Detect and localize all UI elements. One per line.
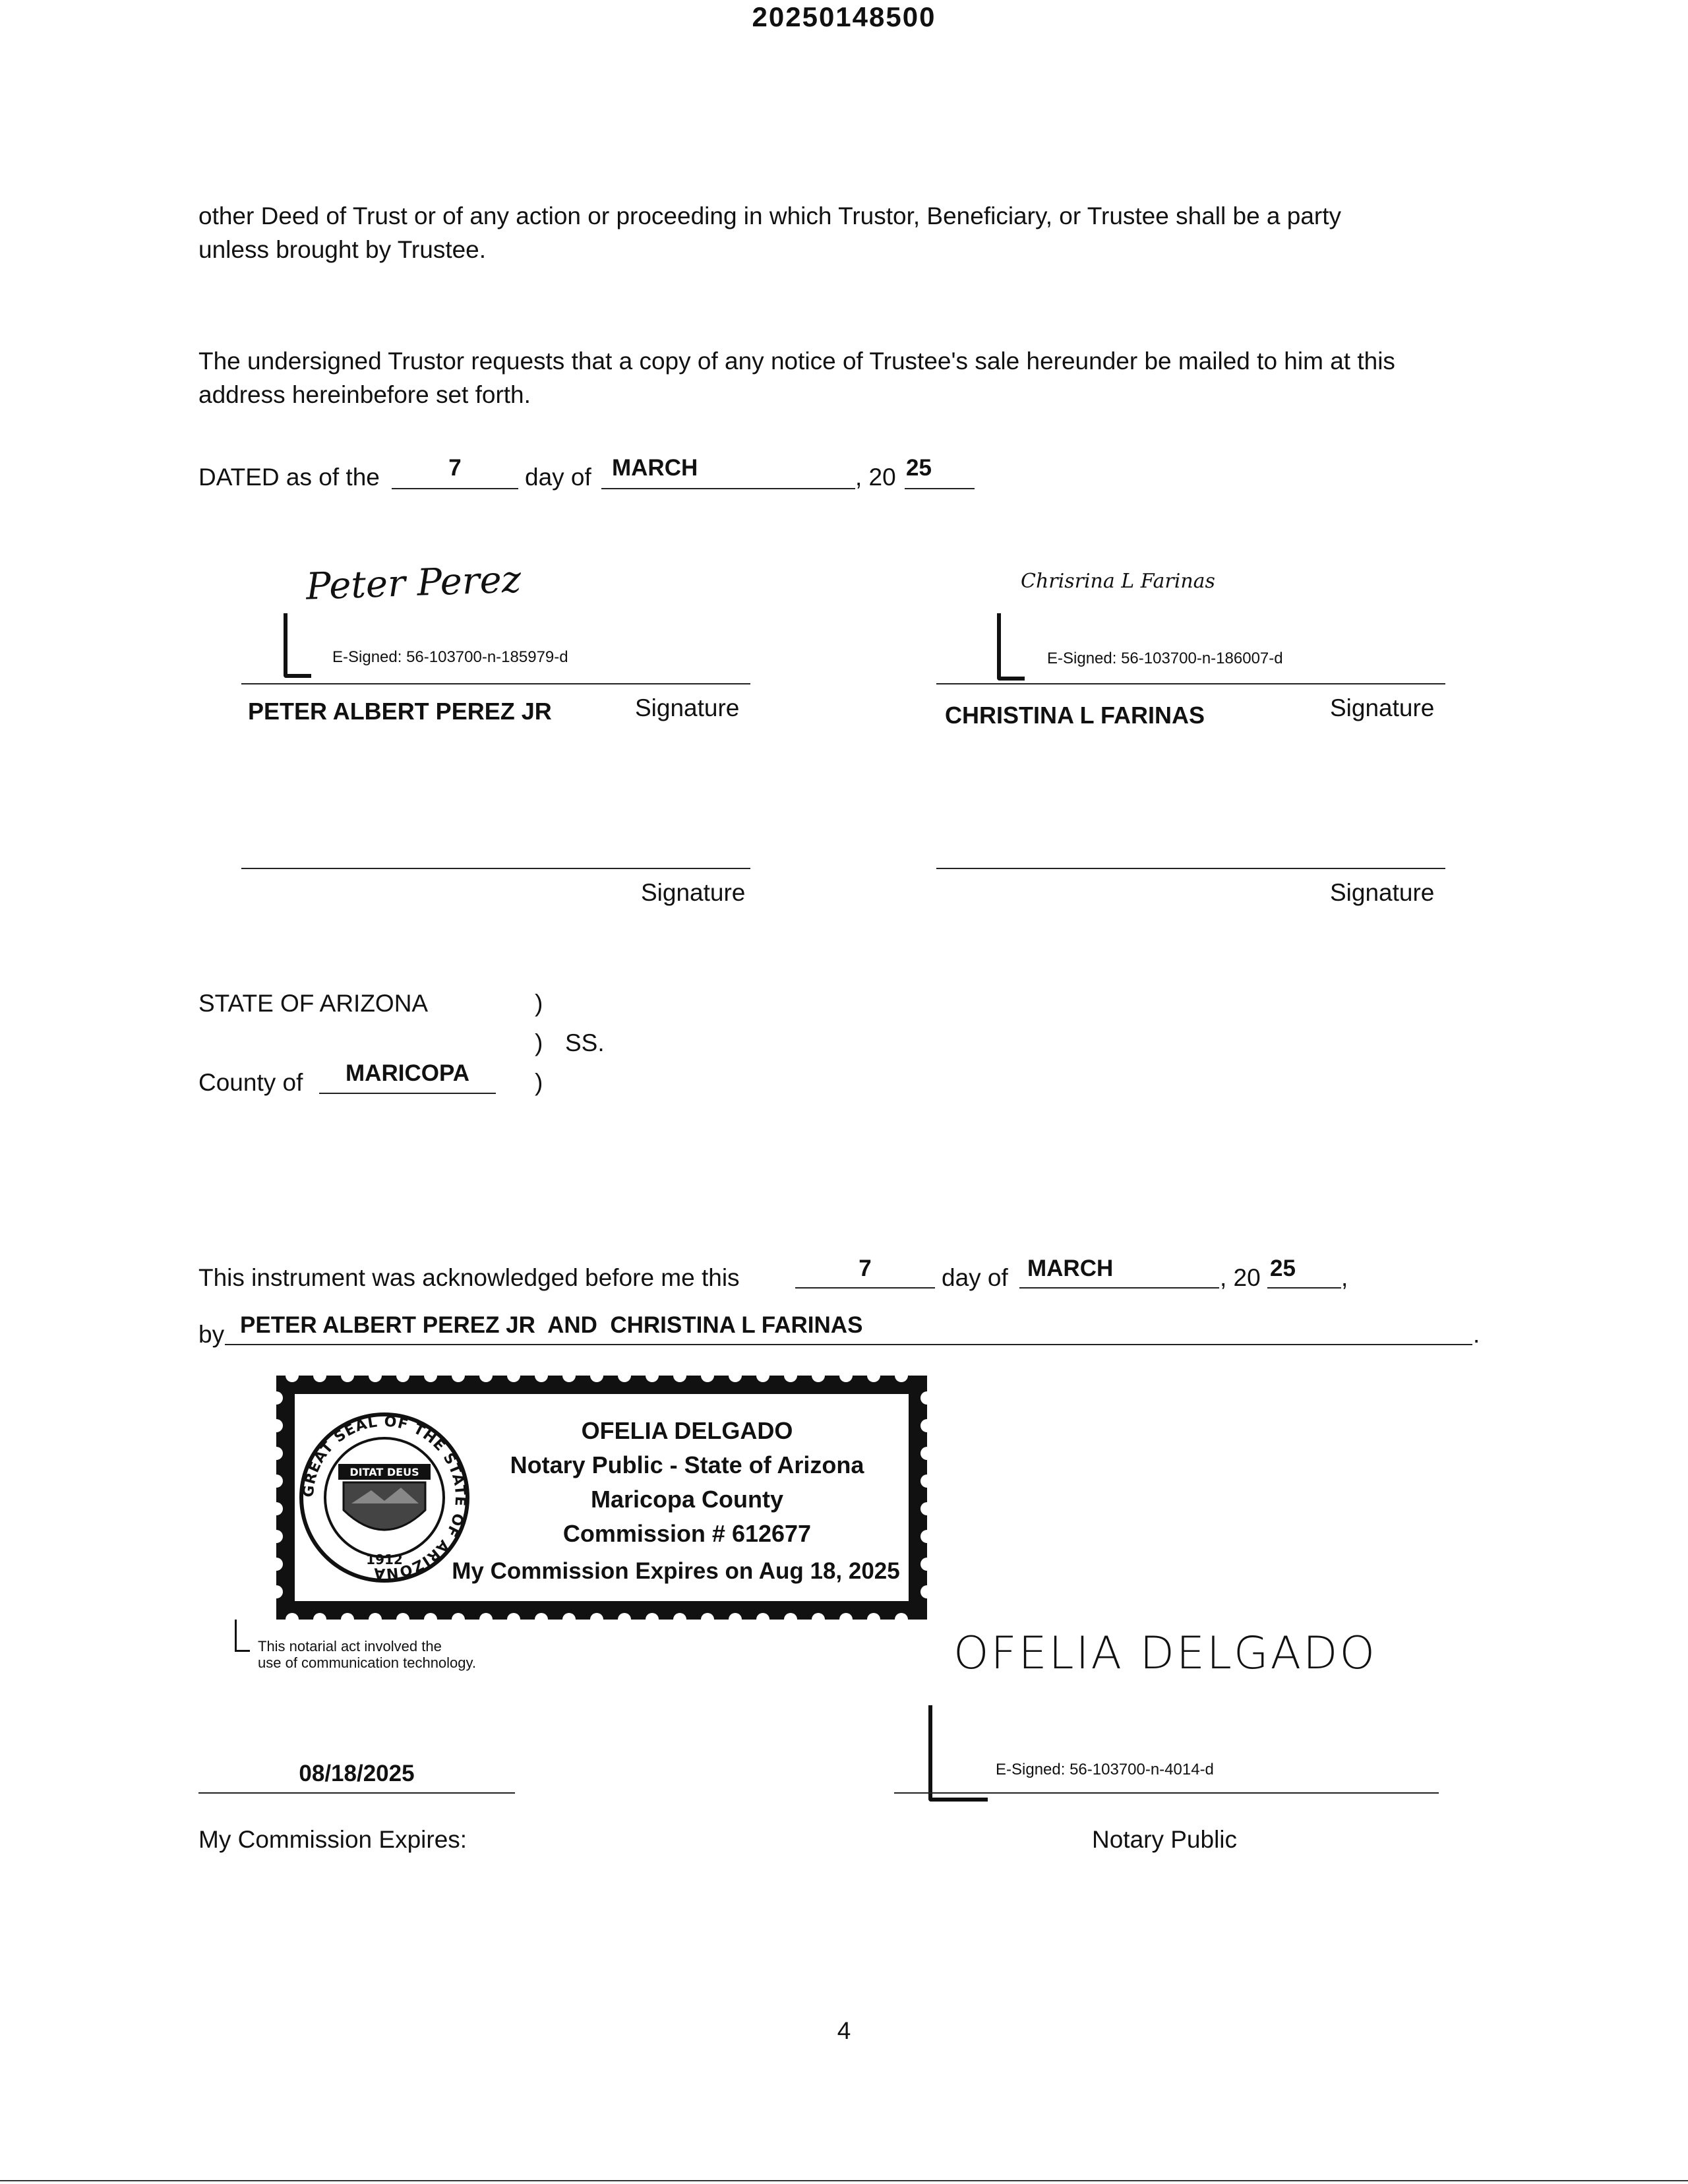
stamp-commission: Commission # 612677 <box>562 1520 812 1547</box>
document-number: 20250148500 <box>752 1 936 32</box>
venue-county-line <box>319 1093 496 1094</box>
stamp-county: Maricopa County <box>590 1486 784 1513</box>
commission-expires-date: 08/18/2025 <box>299 1761 415 1786</box>
signature-line-blank-left <box>241 868 750 869</box>
paragraph-line: address hereinbefore set forth. <box>198 381 531 408</box>
ack-prefix: This instrument was acknowledged before me this <box>198 1264 740 1291</box>
signature-label-blank-left: Signature <box>641 879 746 906</box>
ack-month: MARCH <box>1027 1256 1114 1281</box>
paragraph-trustor-request <box>198 344 1517 411</box>
signature-label-right: Signature <box>1330 694 1435 721</box>
ack-year-line <box>1267 1287 1341 1289</box>
ack-by-line <box>225 1344 1472 1345</box>
notary-signature-line <box>894 1792 1439 1794</box>
commission-expires-line <box>198 1792 515 1794</box>
notary-stamp <box>272 1372 931 1623</box>
arizona-seal <box>301 1414 469 1582</box>
signature-peter-perez: Peter Perez <box>305 558 522 609</box>
paragraph-line: The undersigned Trustor requests that a copy of any notice of Trustee's sale hereunder be mailed to him at this <box>198 348 1395 375</box>
stamp-notary-title: Notary Public - State of Arizona <box>510 1451 864 1478</box>
dated-day-of: day of <box>525 464 591 491</box>
paragraph-deed-of-trust <box>198 199 1517 266</box>
ack-day-of: day of <box>942 1264 1008 1291</box>
venue-paren-3: ) <box>535 1069 543 1096</box>
venue-ss: SS. <box>565 1029 605 1056</box>
venue-county-prefix: County of <box>198 1069 303 1096</box>
seal-year: 1912 <box>366 1552 403 1567</box>
ack-comma: , <box>1341 1264 1348 1291</box>
ack-year-prefix: , 20 <box>1220 1264 1261 1291</box>
notary-note-line: use of communication technology. <box>258 1654 476 1671</box>
dated-month: MARCH <box>612 455 698 481</box>
dated-prefix: DATED as of the <box>198 464 380 491</box>
dated-day-line <box>392 488 518 489</box>
signer-name-right: CHRISTINA L FARINAS <box>945 702 1205 729</box>
dated-month-line <box>601 488 855 489</box>
signature-line-right <box>936 683 1445 684</box>
ack-year: 25 <box>1270 1256 1296 1281</box>
signature-line-blank-right <box>936 868 1445 869</box>
venue-paren-2: ) <box>535 1029 543 1056</box>
paragraph-line: unless brought by Trustee. <box>198 236 487 263</box>
signer-name-left: PETER ALBERT PEREZ JR <box>248 698 552 725</box>
esign-id-right: E-Signed: 56-103700-n-186007-d <box>1047 650 1283 667</box>
signature-christina-farinas: Chrisrina L Farinas <box>1021 570 1215 593</box>
notary-note <box>258 1638 476 1671</box>
venue-state: STATE OF ARIZONA <box>198 990 429 1017</box>
venue-county: MARICOPA <box>346 1060 469 1086</box>
ack-by-names: PETER ALBERT PEREZ JR AND CHRISTINA L FARINAS <box>240 1312 863 1338</box>
stamp-notary-name: OFELIA DELGADO <box>581 1417 793 1444</box>
page-bottom-rule <box>0 2180 1688 2181</box>
seal-ring-text: GREAT SEAL OF THE STATE OF ARIZONA <box>300 1413 469 1582</box>
stamp-expiration: My Commission Expires on Aug 18, 2025 <box>452 1558 900 1584</box>
dated-day: 7 <box>448 455 462 481</box>
ack-month-line <box>1019 1287 1219 1289</box>
signature-ofelia-delgado: OFELIA DELGADO <box>953 1627 1377 1680</box>
esign-bracket-right <box>997 613 1025 681</box>
notary-note-bracket <box>235 1620 250 1652</box>
signature-label-left: Signature <box>635 694 740 721</box>
ack-day-line <box>795 1287 935 1289</box>
dated-year: 25 <box>906 455 932 481</box>
signature-label-blank-right: Signature <box>1330 879 1435 906</box>
notary-public-label: Notary Public <box>1092 1826 1238 1853</box>
commission-expires-label: My Commission Expires: <box>198 1826 467 1853</box>
dated-year-prefix: , 20 <box>855 464 896 491</box>
signature-line-left <box>241 683 750 684</box>
esign-bracket-left <box>284 613 311 678</box>
esign-id-left: E-Signed: 56-103700-n-185979-d <box>332 648 568 666</box>
venue-paren-1: ) <box>535 990 543 1017</box>
seal-motto: DITAT DEUS <box>349 1466 419 1478</box>
ack-by-label: by <box>198 1321 225 1348</box>
esign-bracket-notary <box>928 1705 988 1802</box>
dated-year-line <box>905 488 975 489</box>
esign-id-notary: E-Signed: 56-103700-n-4014-d <box>996 1761 1214 1778</box>
ack-period: . <box>1473 1321 1480 1348</box>
notary-note-line: This notarial act involved the <box>258 1638 442 1654</box>
page-number: 4 <box>837 2017 851 2044</box>
ack-day: 7 <box>859 1256 872 1281</box>
paragraph-line: other Deed of Trust or of any action or proceeding in which Trustor, Beneficiary, or Trustee shall be a party <box>198 202 1342 229</box>
